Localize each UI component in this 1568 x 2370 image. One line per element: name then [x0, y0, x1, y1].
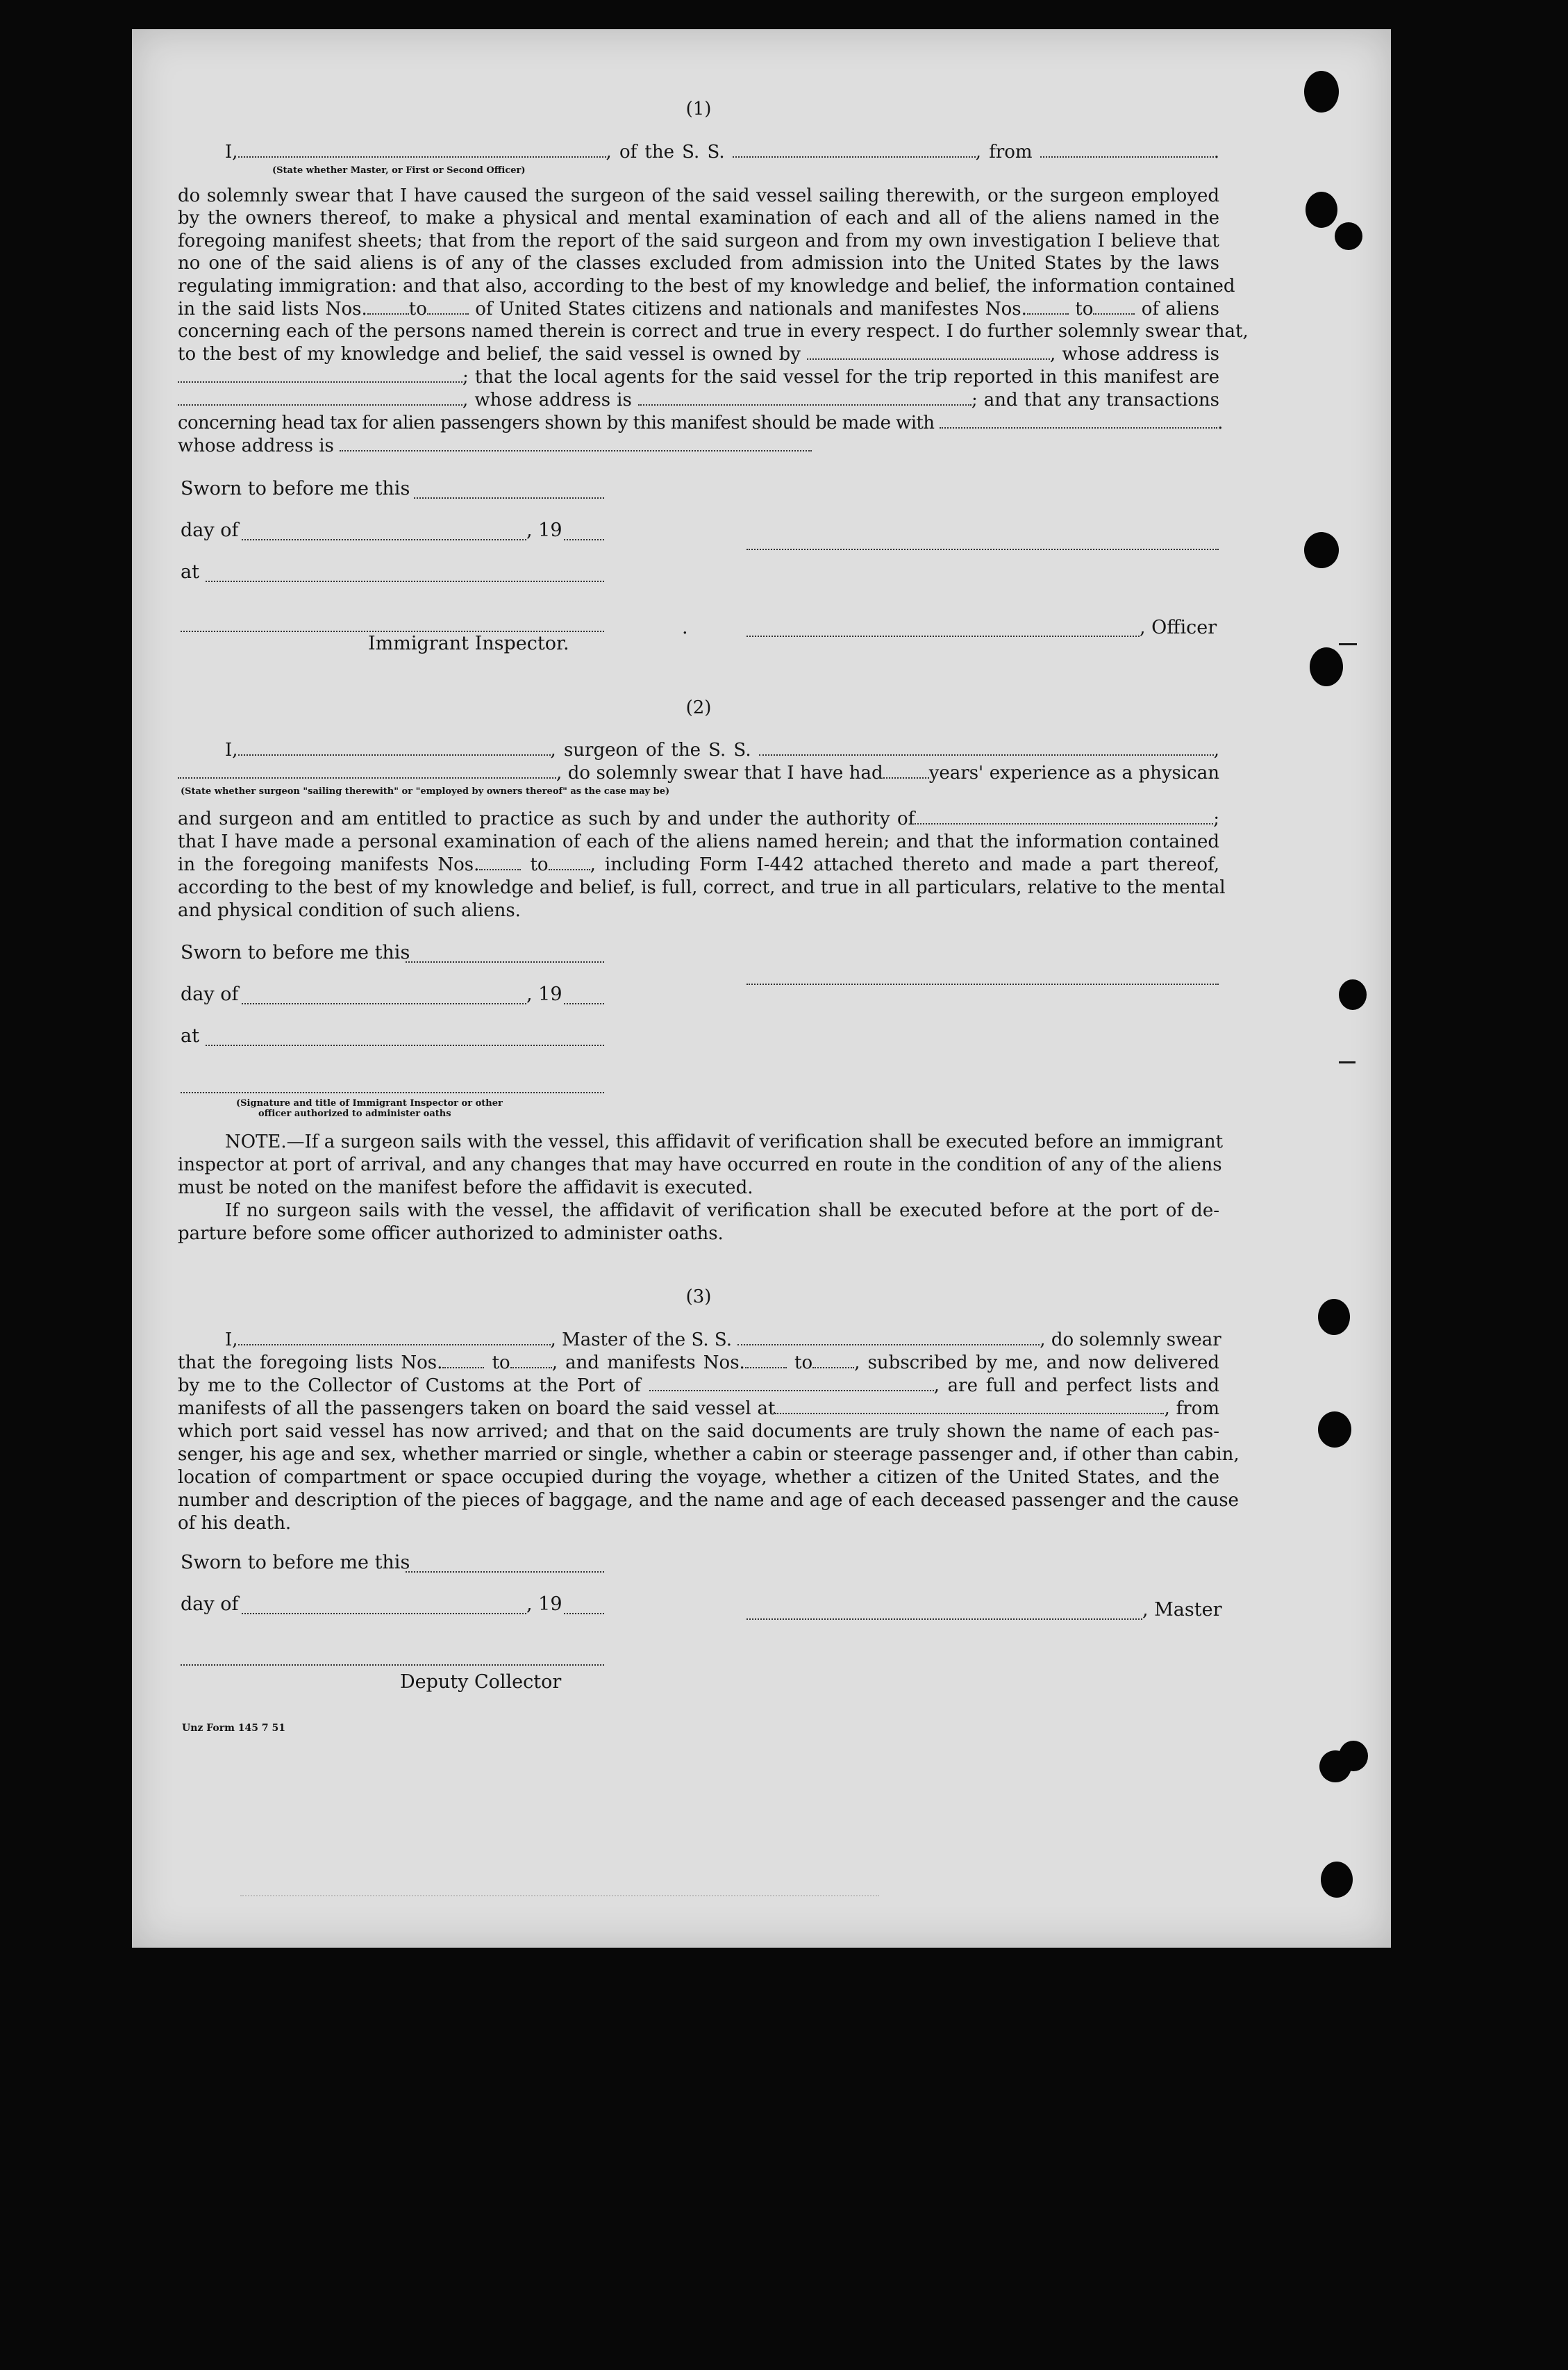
text: .: [1213, 142, 1220, 163]
blank-field: [1040, 141, 1214, 158]
blank-field: [242, 539, 526, 540]
note-text: [178, 1200, 1219, 1222]
surgeon-line: [178, 739, 1219, 761]
text: I,: [225, 142, 238, 163]
officer-caption: (State whether Master, or First or Second Officer): [272, 165, 526, 176]
punch-hole: [1321, 1862, 1353, 1898]
punch-hole: [1318, 1411, 1351, 1448]
body-text: location of compartment or space occupied during the voyage, whether a citizen of the United States, and the: [178, 1467, 1219, 1488]
experience-line: [178, 762, 1219, 784]
text: , of the S. S.: [606, 142, 725, 163]
text: , whose address is: [462, 390, 632, 411]
blank-field: [759, 739, 1214, 756]
sworn-label: Sworn to before me this: [181, 1552, 410, 1573]
blank-field: [940, 412, 1217, 429]
text: , are full and perfect lists and: [933, 1375, 1219, 1396]
text: of United States citizens and nationals and manifestes Nos.: [475, 299, 1027, 320]
blank-field: [442, 1352, 484, 1368]
text: to: [530, 854, 549, 875]
port-line: [178, 1375, 1219, 1397]
list-numbers-line: [178, 298, 1219, 320]
day-of-label: day of: [181, 1593, 239, 1615]
signature-caption: officer authorized to administer oaths: [258, 1109, 451, 1119]
lists-line: [178, 1352, 1219, 1374]
blank-field: [733, 141, 976, 158]
year-label: , 19: [526, 1593, 562, 1615]
body-text: that I have made a personal examination of each of the aliens named herein; and that the information contained: [178, 831, 1219, 852]
note-text: inspector at port of arrival, and any changes that may have occurred en route in the condition of any of the aliens: [178, 1154, 1222, 1175]
text: in the foregoing manifests Nos.: [178, 854, 480, 875]
master-signature-line: [747, 549, 1219, 550]
day-of-label: day of: [181, 984, 239, 1005]
signature-caption: (Signature and title of Immigrant Inspector or other: [236, 1098, 503, 1109]
blank-field: [638, 389, 971, 406]
blank-field: [406, 961, 604, 963]
blank-field: [178, 366, 462, 383]
body-text: no one of the said aliens is of any of the classes excluded from admission into the United States by the laws: [178, 253, 1219, 274]
at-label: at: [181, 561, 199, 583]
body-text: concerning each of the persons named therein is correct and true in every respect. I do further solemnly swear that,: [178, 321, 1249, 342]
sworn-label: Sworn to before me this: [181, 942, 410, 963]
section-1-officer-line: [178, 141, 1219, 163]
section-3-number: (3): [685, 1286, 712, 1307]
blank-field: [367, 298, 409, 315]
text: years' experience as a physican: [928, 763, 1219, 784]
text: , whose address is: [1050, 344, 1220, 365]
text: , and manifests Nos.: [551, 1352, 745, 1373]
collector-signature-line: [181, 1664, 604, 1666]
text: , from: [1164, 1398, 1220, 1419]
blank-field: [775, 1398, 1164, 1414]
blank-field: [812, 1352, 854, 1368]
punch-hole: [1339, 979, 1367, 1010]
blank-field: [479, 854, 521, 870]
blank-field: [549, 854, 590, 870]
punch-hole: [1318, 1299, 1350, 1335]
blank-field: [564, 1003, 604, 1004]
text: by me to the Collector of Customs at the Port of: [178, 1375, 641, 1396]
blank-field: [737, 1329, 1040, 1345]
text: to: [794, 1352, 813, 1373]
manifest-numbers-line: [178, 854, 1219, 876]
blank-field: [427, 298, 469, 315]
blank-field: [883, 762, 929, 779]
text: to: [1075, 299, 1094, 320]
blank-field: [238, 141, 606, 158]
text: I,: [225, 740, 238, 761]
text: , Master of the S. S.: [550, 1329, 733, 1350]
body-text: and physical condition of such aliens.: [178, 900, 521, 921]
section-2-number: (2): [685, 697, 712, 718]
whose-address-line: [178, 435, 1219, 457]
blank-field: [238, 1329, 551, 1345]
blank-field: [745, 1352, 787, 1368]
officer-label: , Officer: [1140, 617, 1217, 638]
body-text: number and description of the pieces of baggage, and the name and age of each deceased passenger and the cause: [178, 1490, 1239, 1511]
blank-field: [564, 1613, 604, 1614]
text: .: [682, 617, 688, 638]
boarded-line: [178, 1398, 1219, 1420]
text: and surgeon and am entitled to practice as such by and under the authority of: [178, 809, 915, 829]
text: in the said lists Nos.: [178, 299, 367, 320]
year-label: , 19: [526, 984, 562, 1005]
text: ; and that any transactions: [971, 390, 1220, 411]
faint-line: [240, 1895, 879, 1896]
body-text: senger, his age and sex, whether married or single, whether a cabin or steerage passenger and, if other than cabin,: [178, 1444, 1240, 1465]
year-label: , 19: [526, 520, 562, 541]
blank-field: [510, 1352, 552, 1368]
punch-hole: [1310, 647, 1343, 686]
owner-line: [178, 343, 1219, 365]
body-text: of his death.: [178, 1513, 292, 1534]
text: ,: [1213, 740, 1219, 761]
punch-hole: [1304, 532, 1339, 568]
margin-mark: [1339, 643, 1357, 645]
blank-field: [340, 435, 812, 451]
text: , do solemnly swear: [1040, 1329, 1221, 1350]
text: , surgeon of the S. S.: [550, 740, 751, 761]
note-text: must be noted on the manifest before the affidavit is executed.: [178, 1177, 753, 1198]
text: , subscribed by me, and now delivered: [854, 1352, 1219, 1373]
blank-field: [807, 343, 1050, 360]
agents-line: [178, 366, 1219, 388]
note-text: [178, 1131, 1224, 1153]
officer-signature-line: [747, 636, 1140, 637]
text: I,: [225, 1329, 238, 1350]
inspector-signature-line: [181, 1092, 604, 1093]
master-line: [178, 1329, 1219, 1351]
text: .: [1217, 413, 1223, 433]
punch-hole: [1304, 71, 1339, 113]
text: whose address is: [178, 436, 334, 456]
body-text: by the owners thereof, to make a physical and mental examination of each and all of the aliens named in the: [178, 208, 1219, 229]
blank-field: [406, 1571, 604, 1573]
deputy-collector-label: Deputy Collector: [400, 1671, 562, 1693]
text: , do solemnly swear that I have had: [556, 763, 883, 784]
blank-field: [1027, 298, 1069, 315]
punch-hole: [1339, 1741, 1368, 1771]
text: of aliens: [1141, 299, 1220, 320]
text: to: [492, 1352, 510, 1373]
text: , from: [975, 142, 1033, 163]
head-tax-line: [178, 412, 1223, 434]
authority-line: [178, 808, 1219, 830]
surgeon-caption: (State whether surgeon "sailing therewith" or "employed by owners thereof" as the case may be): [181, 786, 670, 797]
blank-field: [178, 762, 556, 779]
text: ;: [1213, 809, 1219, 829]
body-text: regulating immigration: and that also, according to the best of my knowledge and belief, the information contained: [178, 276, 1235, 297]
body-text: do solemnly swear that I have caused the surgeon of the said vessel sailing therewith, or the surgeon employed: [178, 185, 1219, 206]
blank-field: [242, 1613, 526, 1614]
inspector-label: Immigrant Inspector.: [368, 633, 569, 654]
day-of-label: day of: [181, 520, 239, 541]
blank-field: [1093, 298, 1135, 315]
agents-address-line: [178, 389, 1219, 411]
body-text: which port said vessel has now arrived; and that on the said documents are truly shown the name of each pas-: [178, 1421, 1219, 1442]
text: to the best of my knowledge and belief, the said vessel is owned by: [178, 344, 801, 365]
text: NOTE.—If a surgeon sails with the vessel, this affidavit of verification shall be executed before an immigrant: [225, 1132, 1224, 1152]
blank-field: [206, 1045, 604, 1046]
text: concerning head tax for alien passengers shown by this manifest should be made with: [178, 413, 935, 433]
text: to: [408, 299, 427, 320]
blank-field: [564, 539, 604, 540]
note-text: parture before some officer authorized to administer oaths.: [178, 1223, 724, 1244]
blank-field: [649, 1375, 934, 1391]
at-label: at: [181, 1025, 199, 1047]
body-text: foregoing manifest sheets; that from the report of the said surgeon and from my own investigation I believe that: [178, 231, 1219, 251]
surgeon-signature-line: [747, 984, 1219, 985]
text: ; that the local agents for the said vessel for the trip reported in this manifest are: [462, 367, 1219, 388]
blank-field: [915, 808, 1213, 824]
inspector-signature-line: [181, 631, 604, 632]
punch-hole: [1335, 222, 1362, 250]
sworn-label: Sworn to before me this: [181, 478, 410, 499]
blank-field: [178, 389, 462, 406]
master-label: , Master: [1142, 1599, 1222, 1621]
text: that the foregoing lists Nos.: [178, 1352, 443, 1373]
master-signature-line: [747, 1618, 1142, 1620]
text: , including Form I-442 attached thereto and made a part thereof,: [590, 854, 1219, 875]
blank-field: [414, 497, 604, 499]
body-text: according to the best of my knowledge and belief, is full, correct, and true in all particulars, relative to the mental: [178, 877, 1226, 898]
form-number: Unz Form 145 7 51: [182, 1723, 285, 1734]
text: manifests of all the passengers taken on board the said vessel at: [178, 1398, 776, 1419]
punch-hole: [1306, 192, 1337, 228]
blank-field: [206, 581, 604, 582]
text: If no surgeon sails with the vessel, the affidavit of verification shall be executed before at the port of de-: [225, 1200, 1219, 1221]
section-1-number: (1): [685, 99, 712, 119]
blank-field: [238, 739, 551, 756]
margin-mark: [1339, 1061, 1356, 1063]
blank-field: [242, 1003, 526, 1004]
